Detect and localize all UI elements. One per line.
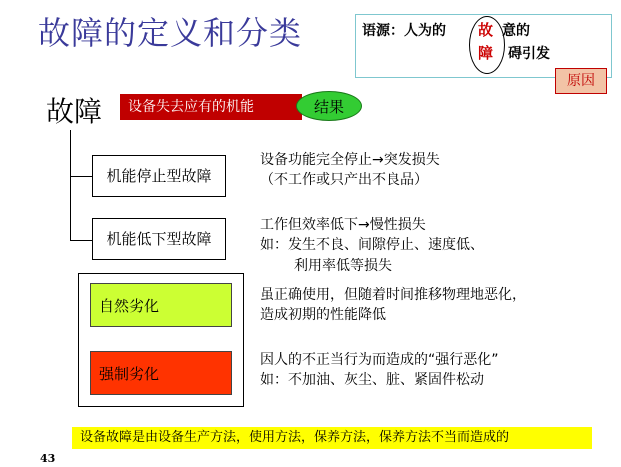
natural-deterioration: 自然劣化 <box>90 283 232 327</box>
type-stop-desc-2: （不工作或只产出不良品） <box>260 172 428 188</box>
tree-branch-1 <box>70 176 92 177</box>
type-degrade-fault: 机能低下型故障 <box>92 218 226 260</box>
etymology-suffix-1: 意的 <box>502 23 530 39</box>
fault-label: 故障 <box>46 95 103 128</box>
fault-definition: 设备失去应有的机能 <box>120 94 302 120</box>
forced-deterioration: 强制劣化 <box>90 351 232 395</box>
footer-note: 设备故障是由设备生产方法，使用方法，保养方法，保养方法不当而造成的 <box>72 427 592 449</box>
cause-badge: 原因 <box>555 68 607 94</box>
natural-desc-1: 虽正确使用，但随着时间推移物理地恶化， <box>260 287 526 303</box>
etymology-prefix: 语源：人为的 <box>362 23 446 39</box>
page-number: 43 <box>40 452 56 465</box>
etymology-suffix-2: 碍引发 <box>508 46 550 62</box>
type-degrade-desc-1: 工作但效率低下→慢性损失 <box>260 217 426 233</box>
tree-vertical-line <box>70 130 71 240</box>
type-stop-fault: 机能停止型故障 <box>92 155 226 197</box>
natural-desc-2: 造成初期的性能降低 <box>260 307 386 323</box>
result-badge: 结果 <box>296 91 362 121</box>
forced-desc-2: 如：不加油、灰尘、脏、紧固件松动 <box>260 372 484 388</box>
forced-desc-1: 因人的不正当行为而造成的“强行恶化” <box>260 352 499 368</box>
etymology-char-1: 故 <box>478 21 494 39</box>
page-title: 故障的定义和分类 <box>38 14 303 52</box>
tree-branch-2 <box>70 240 92 241</box>
etymology-char-2: 障 <box>478 44 494 62</box>
type-stop-desc-1: 设备功能完全停止→突发损失 <box>260 152 440 168</box>
type-degrade-desc-2: 如：发生不良、间隙停止、速度低、 <box>260 237 484 253</box>
type-degrade-desc-3: 利用率低等损失 <box>294 258 392 274</box>
